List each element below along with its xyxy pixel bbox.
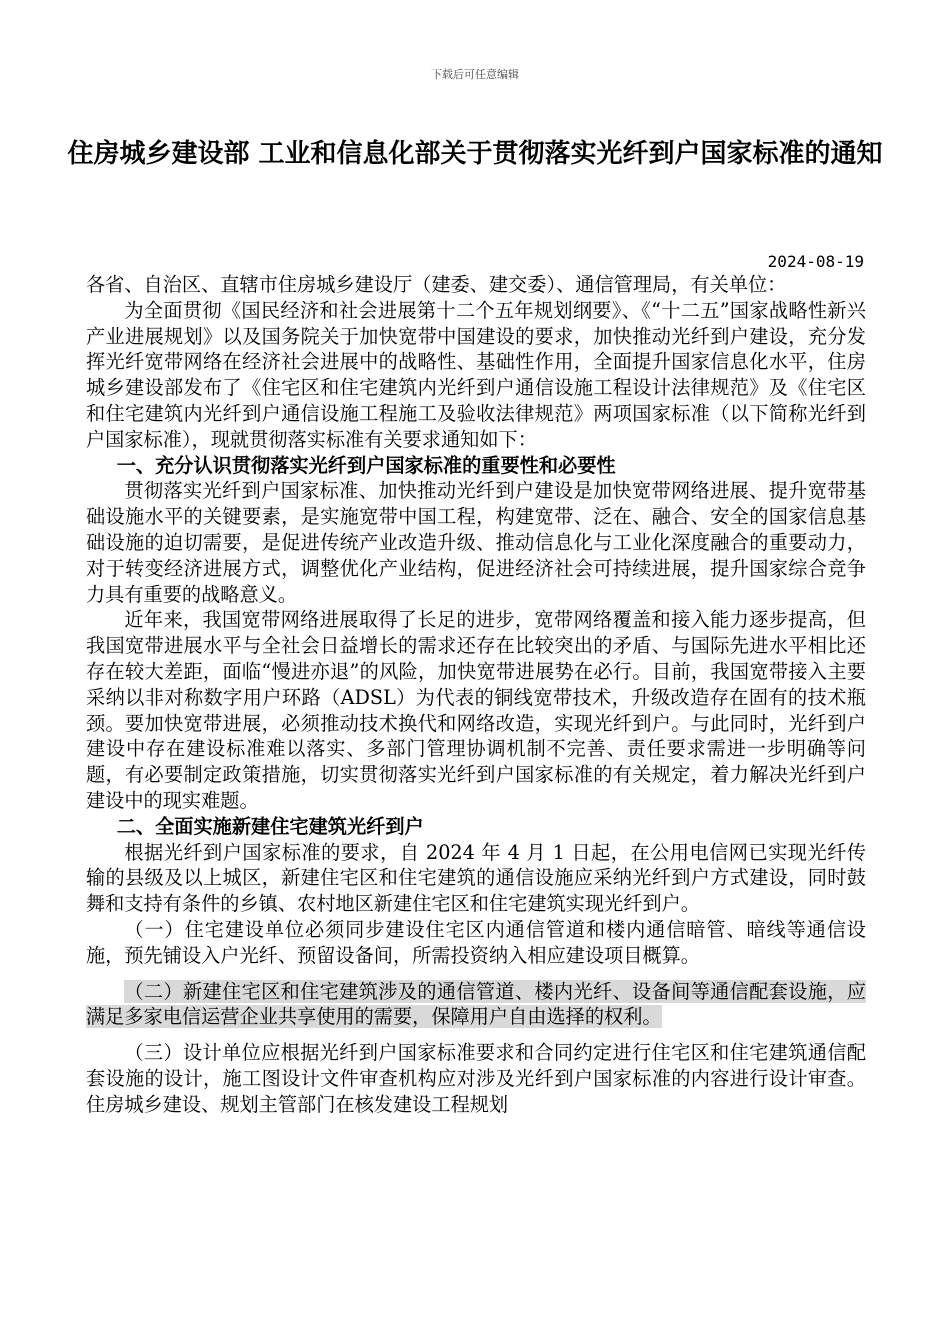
section-2-item-1: （一）住宅建设单位必须同步建设住宅区内通信管道和楼内通信暗管、暗线等通信设施，预先铺设入户光纤、预留设备间，所需投资纳入相应建设项目概算。 [86,917,866,967]
section-1-paragraph-2: 近年来，我国宽带网络进展取得了长足的进步，宽带网络覆盖和接入能力逐步提高，但我国宽带进展水平与全社会日益增长的需求还存在比较突出的矛盾、与国际先进水平相比还存在较大差距，面临“慢进亦退”的风险，加快宽带进展势在必行。目前，我国宽带接入主要采纳以非对称数字用户环路（ADSL）为代表的铜线宽带技术，升级改造存在固有的技术瓶颈。要加快宽带进展，必须推动技术换代和网络改造，实现光纤到户。与此同时，光纤到户建设中存在建设标准难以落实、多部门管理协调机制不完善、责任要求需进一步明确等问题，有必要制定政策措施，切实贯彻落实光纤到户国家标准的有关规定，着力解决光纤到户建设中的现实难题。 [86,608,866,812]
section-2-paragraph-1: 根据光纤到户国家标准的要求，自 2024 年 4 月 1 日起，在公用电信网已实现光纤传输的县级及以上城区，新建住宅区和住宅建筑的通信设施应采纳光纤到户方式建设，同时鼓舞和支持有条件的乡镇、农村地区新建住宅区和住宅建筑实现光纤到户。 [86,840,866,916]
document-body [86,272,866,1118]
section-2-heading: 二、全面实施新建住宅建筑光纤到户 [116,814,424,838]
intro-paragraph: 为全面贯彻《国民经济和社会进展第十二个五年规划纲要》、《“十二五”国家战略性新兴产业进展规划》以及国务院关于加快宽带中国建设的要求，加快推动光纤到户建设，充分发挥光纤宽带网络在经济社会进展中的战略性、基础性作用，全面提升国家信息化水平，住房城乡建设部发布了《住宅区和住宅建筑内光纤到户通信设施工程设计法律规范》及《住宅区和住宅建筑内光纤到户通信设施工程施工及验收法律规范》两项国家标准（以下简称光纤到户国家标准），现就贯彻落实标准有关要求通知如下： [86,298,866,451]
header-note: 下载后可任意编辑 [431,68,519,81]
highlighted-text: （二）新建住宅区和住宅建筑涉及的通信管道、楼内光纤、设备间等通信配套设施，应满足多家电信运营企业共享使用的需要，保障用户自由选择的权利。 [86,979,866,1029]
salutation: 各省、自治区、直辖市住房城乡建设厅（建委、建交委）、通信管理局，有关单位： [86,273,787,296]
section-2-item-3: （三）设计单位应根据光纤到户国家标准要求和合同约定进行住宅区和住宅建筑通信配套设施的设计，施工图设计文件审查机构应对涉及光纤到户国家标准的内容进行设计审查。住房城乡建设、规划主管部门在核发建设工程规划 [86,1041,866,1116]
document-title: 住房城乡建设部 工业和信息化部关于贯彻落实光纤到户国家标准的通知 [67,139,883,169]
section-1-heading: 一、充分认识贯彻落实光纤到户国家标准的重要性和必要性 [116,453,616,477]
document-date: 2024-08-19 [767,252,864,271]
section-1-paragraph-1: 贯彻落实光纤到户国家标准、加快推动光纤到户建设是加快宽带网络进展、提升宽带基础设施水平的关键要素，是实施宽带中国工程，构建宽带、泛在、融合、安全的国家信息基础设施的迫切需要，是促进传统产业改造升级、推动信息化与工业化深度融合的重要动力，对于转变经济进展方式，调整优化产业结构，促进经济社会可持续进展，提升国家综合竞争力具有重要的战略意义。 [86,479,866,606]
section-2-item-2 [86,979,866,1031]
